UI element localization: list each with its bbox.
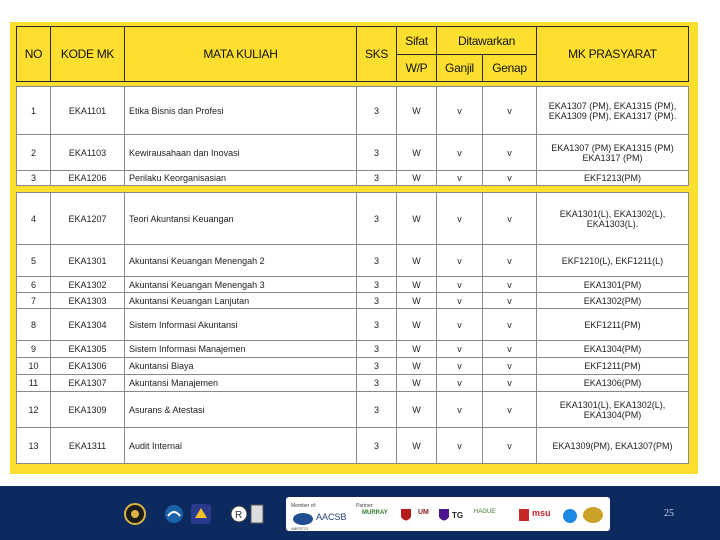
table-row <box>17 341 689 358</box>
row-no: 2 <box>17 135 51 171</box>
table-row <box>17 392 689 428</box>
row-kode-mk: EKA1302 <box>51 277 125 293</box>
row-prasyarat: EKA1304(PM) <box>537 341 689 358</box>
row-sks: 3 <box>357 309 397 341</box>
row-kode-mk: EKA1306 <box>51 358 125 375</box>
table-header <box>16 26 689 82</box>
row-sks: 3 <box>357 392 397 428</box>
row-kode-mk: EKA1309 <box>51 392 125 428</box>
row-mata-kuliah: Asurans & Atestasi <box>125 392 357 428</box>
table-row <box>17 135 689 171</box>
row-no: 5 <box>17 245 51 277</box>
row-ganjil: v <box>437 277 483 293</box>
row-prasyarat: EKF1210(L), EKF1211(L) <box>537 245 689 277</box>
row-sifat: W <box>397 392 437 428</box>
row-sifat: W <box>397 193 437 245</box>
table-row <box>17 193 689 245</box>
table-row <box>17 375 689 392</box>
msu-logo: msu <box>532 508 551 518</box>
row-prasyarat: EKA1301(L), EKA1302(L), EKA1304(PM) <box>537 392 689 428</box>
row-genap: v <box>483 341 537 358</box>
svg-text:R: R <box>235 510 243 521</box>
row-no: 9 <box>17 341 51 358</box>
murray-logo: MURRAY <box>362 510 388 516</box>
row-mata-kuliah: Perilaku Keorganisasian <box>125 171 357 186</box>
row-kode-mk: EKA1103 <box>51 135 125 171</box>
row-genap: v <box>483 392 537 428</box>
row-no: 7 <box>17 293 51 309</box>
row-no: 4 <box>17 193 51 245</box>
row-kode-mk: EKA1304 <box>51 309 125 341</box>
certification-logo <box>250 503 264 525</box>
row-genap: v <box>483 358 537 375</box>
header-no: NO <box>17 27 51 82</box>
row-mata-kuliah: Akuntansi Biaya <box>125 358 357 375</box>
round-emblem-logo <box>562 508 578 524</box>
row-mata-kuliah: Akuntansi Keuangan Menengah 2 <box>125 245 357 277</box>
abest21-logo <box>292 512 314 526</box>
registered-mark-logo <box>230 503 248 525</box>
row-sifat: W <box>397 428 437 464</box>
crest-logo-2 <box>438 508 450 524</box>
row-kode-mk: EKA1303 <box>51 293 125 309</box>
table-row <box>17 87 689 135</box>
row-prasyarat: EKA1301(PM) <box>537 277 689 293</box>
row-ganjil: v <box>437 341 483 358</box>
header-kode-mk: KODE MK <box>51 27 125 82</box>
row-kode-mk: EKA1311 <box>51 428 125 464</box>
faculty-logo <box>164 504 184 524</box>
row-prasyarat: EKF1213(PM) <box>537 171 689 186</box>
university-crest-logo <box>400 508 412 524</box>
department-logo <box>190 503 212 525</box>
row-prasyarat: EKA1307 (PM) EKA1315 (PM) EKA1317 (PM) <box>537 135 689 171</box>
row-prasyarat: EKF1211(PM) <box>537 309 689 341</box>
row-sifat: W <box>397 87 437 135</box>
row-no: 10 <box>17 358 51 375</box>
row-sifat: W <box>397 135 437 171</box>
row-genap: v <box>483 193 537 245</box>
row-sks: 3 <box>357 358 397 375</box>
row-prasyarat: EKA1302(PM) <box>537 293 689 309</box>
row-sifat: W <box>397 277 437 293</box>
row-ganjil: v <box>437 392 483 428</box>
row-no: 11 <box>17 375 51 392</box>
partner-label: Partner: <box>356 503 374 509</box>
row-mata-kuliah: Etika Bisnis dan Profesi <box>125 87 357 135</box>
row-ganjil: v <box>437 428 483 464</box>
table-row <box>17 309 689 341</box>
row-sks: 3 <box>357 277 397 293</box>
partner-crest-logo <box>518 508 530 522</box>
row-sifat: W <box>397 171 437 186</box>
table-row <box>17 277 689 293</box>
row-genap: v <box>483 428 537 464</box>
row-prasyarat: EKA1307 (PM), EKA1315 (PM), EKA1309 (PM), EKA1317 (PM). <box>537 87 689 135</box>
gold-emblem-logo <box>582 506 604 524</box>
row-sks: 3 <box>357 341 397 358</box>
row-prasyarat: EKA1301(L), EKA1302(L), EKA1303(L). <box>537 193 689 245</box>
row-mata-kuliah: Akuntansi Keuangan Menengah 3 <box>125 277 357 293</box>
abest21-label: ABEST21 <box>291 526 309 531</box>
row-no: 13 <box>17 428 51 464</box>
row-ganjil: v <box>437 135 483 171</box>
row-kode-mk: EKA1301 <box>51 245 125 277</box>
row-sifat: W <box>397 375 437 392</box>
row-no: 1 <box>17 87 51 135</box>
header-wp: W/P <box>397 55 437 82</box>
member-of-label: Member of: <box>291 503 317 509</box>
row-sks: 3 <box>357 87 397 135</box>
row-genap: v <box>483 309 537 341</box>
hague-logo: HAGUE <box>474 509 496 515</box>
row-no: 6 <box>17 277 51 293</box>
row-ganjil: v <box>437 293 483 309</box>
row-genap: v <box>483 87 537 135</box>
row-ganjil: v <box>437 358 483 375</box>
row-kode-mk: EKA1101 <box>51 87 125 135</box>
row-ganjil: v <box>437 87 483 135</box>
row-sks: 3 <box>357 135 397 171</box>
university-seal-logo <box>124 503 146 525</box>
table-row <box>17 171 689 186</box>
row-ganjil: v <box>437 309 483 341</box>
row-kode-mk: EKA1207 <box>51 193 125 245</box>
row-genap: v <box>483 375 537 392</box>
row-prasyarat: EKA1306(PM) <box>537 375 689 392</box>
row-sifat: W <box>397 293 437 309</box>
table-row <box>17 245 689 277</box>
row-sks: 3 <box>357 193 397 245</box>
row-prasyarat: EKA1309(PM), EKA1307(PM) <box>537 428 689 464</box>
row-mata-kuliah: Audit Internal <box>125 428 357 464</box>
row-sifat: W <box>397 341 437 358</box>
row-no: 8 <box>17 309 51 341</box>
row-genap: v <box>483 293 537 309</box>
header-ganjil: Ganjil <box>437 55 483 82</box>
row-sifat: W <box>397 309 437 341</box>
table-row <box>17 293 689 309</box>
header-ditawarkan: Ditawarkan <box>437 27 537 55</box>
row-mata-kuliah: Akuntansi Manajemen <box>125 375 357 392</box>
page-number: 25 <box>664 508 674 519</box>
row-no: 12 <box>17 392 51 428</box>
row-sks: 3 <box>357 293 397 309</box>
course-table-part-2 <box>16 192 689 464</box>
header-genap: Genap <box>483 55 537 82</box>
row-ganjil: v <box>437 245 483 277</box>
table-row <box>17 358 689 375</box>
row-sifat: W <box>397 358 437 375</box>
row-mata-kuliah: Sistem Informasi Akuntansi <box>125 309 357 341</box>
tg-logo: TG <box>452 511 464 520</box>
row-sks: 3 <box>357 245 397 277</box>
row-ganjil: v <box>437 193 483 245</box>
row-genap: v <box>483 277 537 293</box>
um-logo: UM <box>418 509 429 516</box>
row-sks: 3 <box>357 428 397 464</box>
row-mata-kuliah: Akuntansi Keuangan Lanjutan <box>125 293 357 309</box>
row-sks: 3 <box>357 375 397 392</box>
row-ganjil: v <box>437 375 483 392</box>
course-table-part-1 <box>16 86 689 186</box>
row-genap: v <box>483 171 537 186</box>
row-kode-mk: EKA1206 <box>51 171 125 186</box>
row-prasyarat: EKF1211(PM) <box>537 358 689 375</box>
aacsb-logo: AACSB <box>316 512 347 522</box>
row-ganjil: v <box>437 171 483 186</box>
header-mk-prasyarat: MK PRASYARAT <box>537 27 689 82</box>
table-row <box>17 428 689 464</box>
header-sks: SKS <box>357 27 397 82</box>
row-mata-kuliah: Kewirausahaan dan Inovasi <box>125 135 357 171</box>
row-mata-kuliah: Teori Akuntansi Keuangan <box>125 193 357 245</box>
row-sks: 3 <box>357 171 397 186</box>
header-mata-kuliah: MATA KULIAH <box>125 27 357 82</box>
row-genap: v <box>483 135 537 171</box>
header-sifat: Sifat <box>397 27 437 55</box>
row-mata-kuliah: Sistem Informasi Manajemen <box>125 341 357 358</box>
row-sifat: W <box>397 245 437 277</box>
row-no: 3 <box>17 171 51 186</box>
row-kode-mk: EKA1305 <box>51 341 125 358</box>
row-kode-mk: EKA1307 <box>51 375 125 392</box>
row-genap: v <box>483 245 537 277</box>
